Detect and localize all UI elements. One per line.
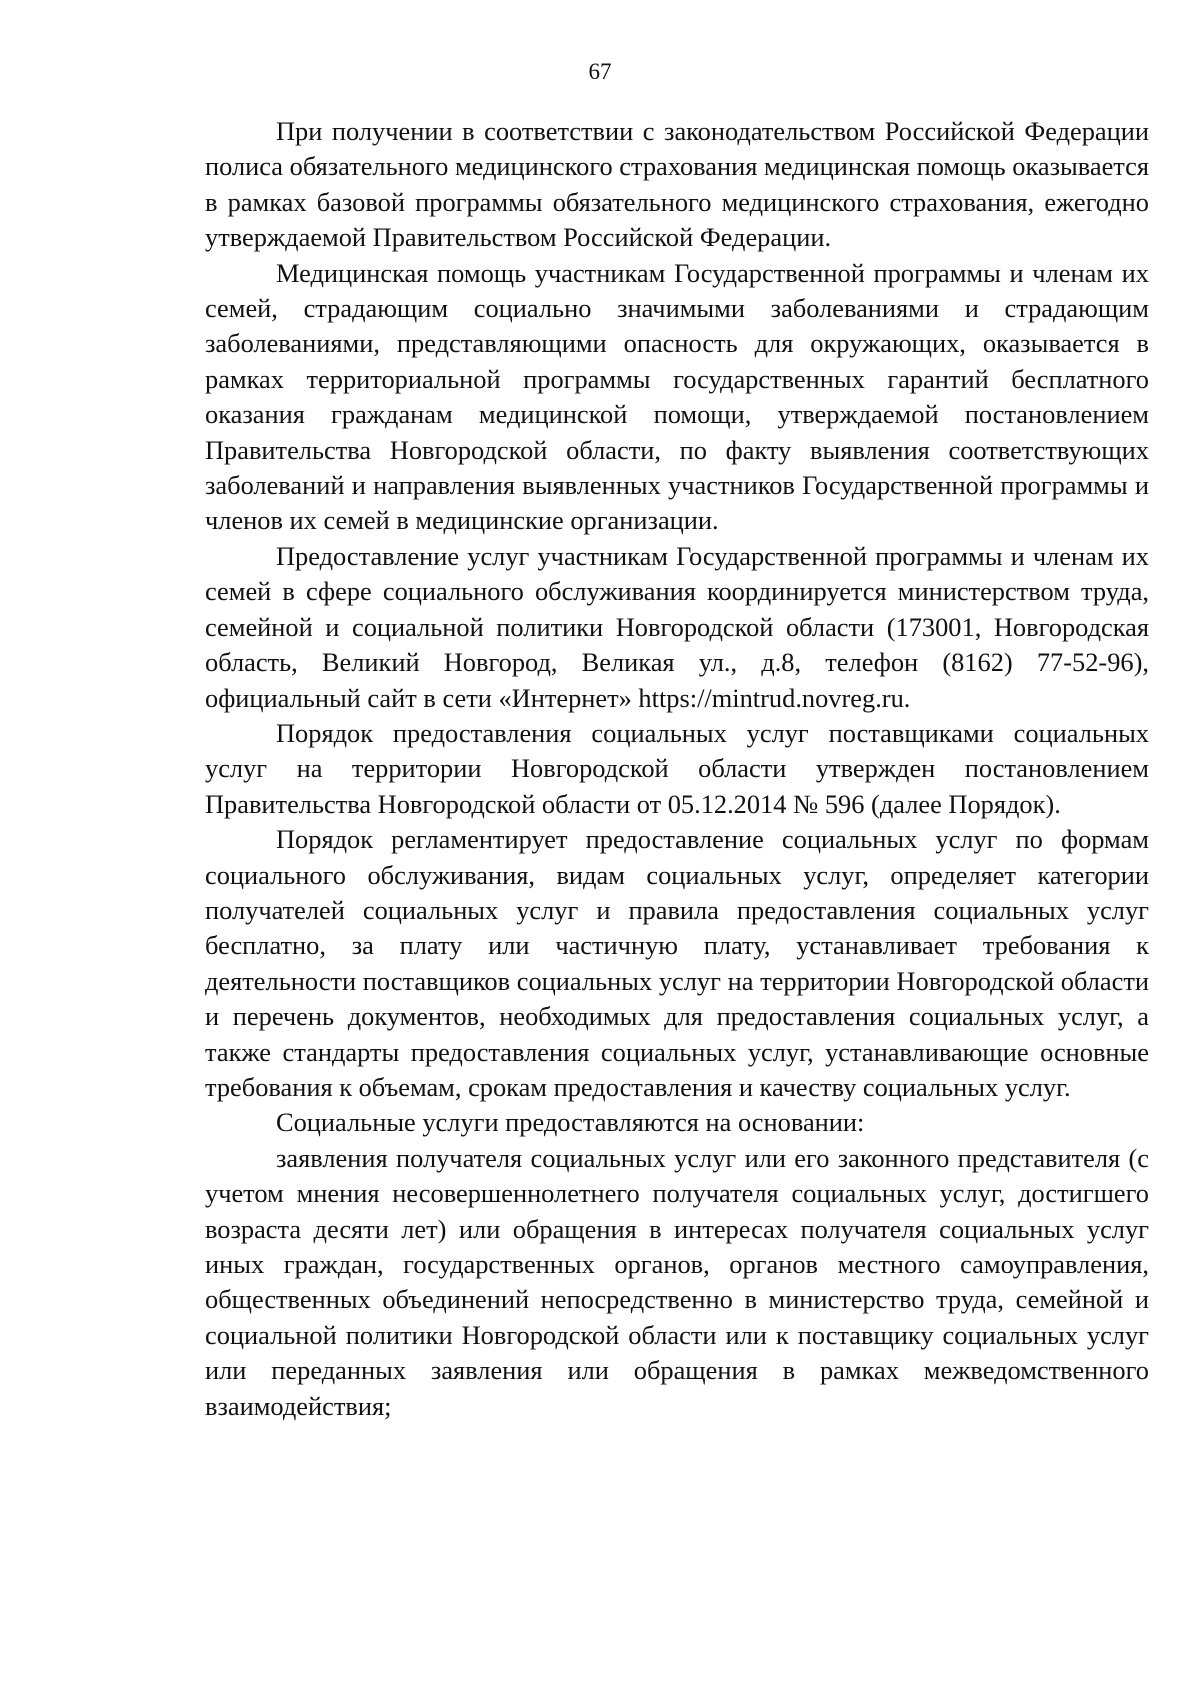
paragraph-services-procedure: Порядок предоставления социальных услуг поставщиками социальных услуг на территории Новгородской области утвержден постановлением Правительства Новгородской области от 05.12.2014 № 596 (далее Порядок).: [205, 717, 1149, 819]
paragraph-oms-policy: При получении в соответствии с законодательством Российской Федерации полиса обязательного медицинского страхования медицинская помощь оказывается в рамках базовой программы обязательного медицинского страхования, ежегодно утверждаемой Правительством Российской Федерации.: [205, 116, 1149, 253]
paragraph-application-basis: заявления получателя социальных услуг или его законного представителя (с учетом мнения несовершеннолетнего получателя социальных услуг, достигшего возраста десяти лет) или обращения в интересах получателя социальных услуг иных граждан, государственных органов, органов местного самоуправления, общественных объединений непосредственно в министерство труда, семейной и социальной политики Новгородской области или к поставщику социальных услуг или переданных заявления или обращения в рамках межведомственного взаимодействия;: [205, 1142, 1149, 1421]
paragraph-procedure-scope: Порядок регламентирует предоставление социальных услуг по формам социального обслуживания, видам социальных услуг, определяет категории получателей социальных услуг и правила предоставления социальных услуг бесплатно, за плату или частичную плату, устанавливает требования к деятельности поставщиков социальных услуг на территории Новгородской области и перечень документов, необходимых для предоставления социальных услуг, а также стандарты предоставления социальных услуг, устанавливающие основные требования к объемам, срокам предоставления и качеству социальных услуг.: [205, 824, 1149, 1102]
paragraph-services-basis: Социальные услуги предоставляются на основании:: [276, 1107, 865, 1138]
paragraph-medical-care: Медицинская помощь участникам Государственной программы и членам их семей, страдающим социально значимыми заболеваниями и страдающим заболеваниями, представляющими опасность для окружающих, оказывается в рамках территориальной программы государственных гарантий бесплатного оказания гражданам медицинской помощи, утверждаемой постановлением Правительства Новгородской области, по факту выявления соответствующих заболеваний и направления выявленных участников Государственной программы и членов их семей в медицинские организации.: [205, 257, 1149, 536]
paragraph-social-services-coordination: Предоставление услуг участникам Государственной программы и членам их семей в сфере социального обслуживания координируется министерством труда, семейной и социальной политики Новгородской области (173001, Новгородская область, Великий Новгород, Великая ул., д.8, телефон (8162) 77-52-96), официальный сайт в сети «Интернет» https://mintrud.novreg.ru.: [205, 540, 1149, 713]
page-number: 67: [588, 59, 612, 84]
document-body: [205, 114, 1149, 1424]
